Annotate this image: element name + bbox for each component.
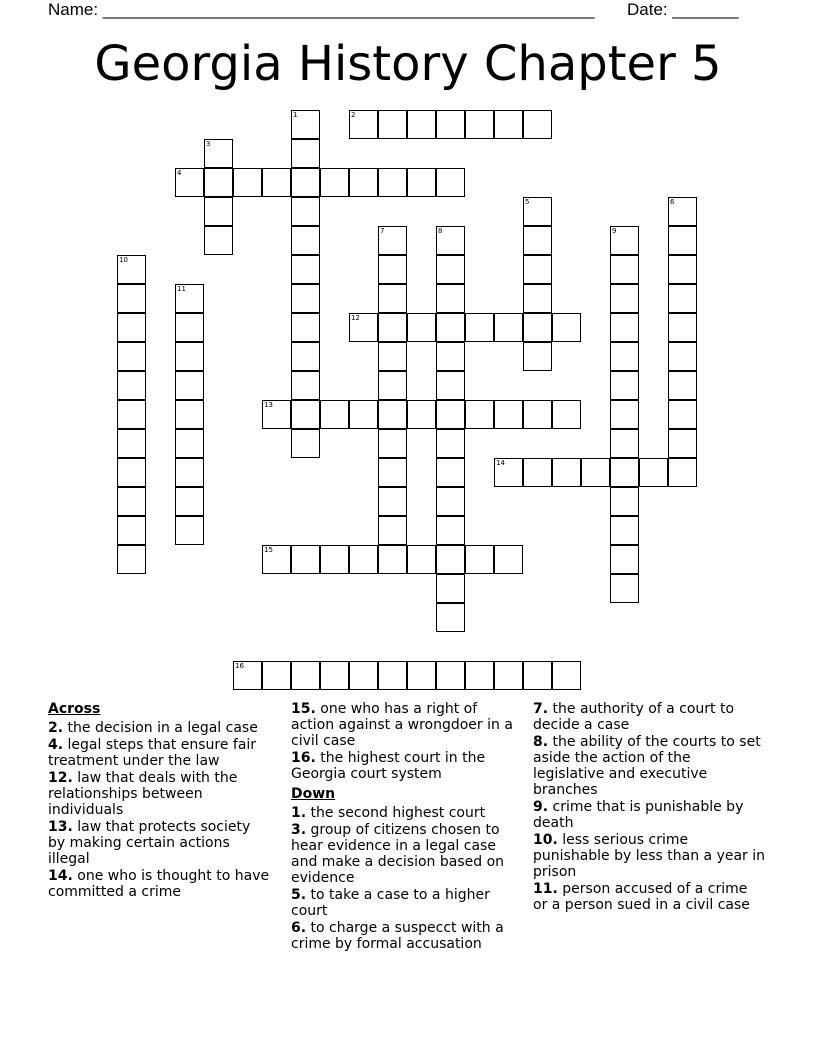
grid-cell[interactable] (494, 313, 523, 342)
grid-cell[interactable] (175, 284, 204, 313)
grid-cell[interactable] (291, 197, 320, 226)
clue-across-2: 2. the decision in a legal case (48, 720, 258, 736)
grid-cell[interactable] (407, 400, 436, 429)
clue-down-11: 11. person accused of a crime or a person sued in a civil case (533, 881, 750, 913)
grid-cell[interactable] (407, 110, 436, 139)
grid-cell[interactable] (175, 516, 204, 545)
clue-down-6: 6. to charge a suspecct with a crime by formal accusation (291, 920, 504, 952)
grid-cell[interactable] (204, 197, 233, 226)
grid-cell[interactable] (175, 342, 204, 371)
grid-cell[interactable] (320, 168, 349, 197)
grid-cell[interactable] (465, 313, 494, 342)
clue-down-8: 8. the ability of the courts to set aside the action of the legislative and executive branches (533, 734, 761, 798)
grid-cell[interactable] (436, 429, 465, 458)
grid-cell[interactable] (378, 458, 407, 487)
grid-cell[interactable] (639, 458, 668, 487)
cell-number: 5 (525, 198, 530, 206)
cell-number: 3 (206, 140, 211, 148)
cell-number: 13 (264, 401, 273, 409)
clue-across-4: 4. legal steps that ensure fair treatment under the law (48, 737, 257, 769)
grid-cell[interactable] (610, 458, 639, 487)
grid-cell[interactable] (610, 516, 639, 545)
grid-cell[interactable] (378, 371, 407, 400)
grid-cell[interactable] (262, 168, 291, 197)
grid-cell[interactable] (175, 168, 204, 197)
grid-cell[interactable] (436, 574, 465, 603)
grid-cell[interactable] (436, 255, 465, 284)
grid-cell[interactable] (552, 400, 581, 429)
grid-cell[interactable] (465, 661, 494, 690)
grid-cell[interactable] (117, 487, 146, 516)
clue-across-16: 16. the highest court in the Georgia court system (291, 750, 486, 782)
grid-cell[interactable] (262, 400, 291, 429)
grid-cell[interactable] (668, 429, 697, 458)
grid-cell[interactable] (436, 545, 465, 574)
grid-cell[interactable] (436, 516, 465, 545)
grid-cell[interactable] (378, 284, 407, 313)
grid-cell[interactable] (436, 603, 465, 632)
grid-cell[interactable] (436, 226, 465, 255)
clue-across-13: 13. law that protects society by making certain actions illegal (48, 819, 251, 867)
grid-cell[interactable] (349, 400, 378, 429)
clue-down-3: 3. group of citizens chosen to hear evidence in a legal case and make a decision based on evidence (291, 822, 505, 886)
grid-cell[interactable] (291, 371, 320, 400)
cell-number: 2 (351, 111, 356, 119)
grid-cell[interactable] (436, 371, 465, 400)
clue-down-1: 1. the second highest court (291, 805, 486, 821)
cell-number: 8 (438, 227, 443, 235)
grid-cell[interactable] (436, 458, 465, 487)
grid-cell[interactable] (436, 661, 465, 690)
grid-cell[interactable] (436, 110, 465, 139)
grid-cell[interactable] (610, 574, 639, 603)
grid-cell[interactable] (668, 197, 697, 226)
cell-number: 9 (612, 227, 617, 235)
grid-cell[interactable] (523, 255, 552, 284)
grid-cell[interactable] (117, 400, 146, 429)
grid-cell[interactable] (668, 284, 697, 313)
grid-cell[interactable] (494, 458, 523, 487)
grid-cell[interactable] (291, 255, 320, 284)
grid-cell[interactable] (610, 226, 639, 255)
grid-cell[interactable] (378, 226, 407, 255)
grid-cell[interactable] (523, 110, 552, 139)
grid-cell[interactable] (523, 226, 552, 255)
grid-cell[interactable] (494, 400, 523, 429)
grid-cell[interactable] (465, 400, 494, 429)
grid-cell[interactable] (436, 168, 465, 197)
grid-cell[interactable] (668, 458, 697, 487)
grid-cell[interactable] (291, 226, 320, 255)
clue-down-5: 5. to take a case to a higher court (291, 887, 490, 919)
cell-number: 15 (264, 546, 273, 554)
grid-cell[interactable] (668, 313, 697, 342)
grid-cell[interactable] (117, 429, 146, 458)
grid-cell[interactable] (668, 255, 697, 284)
grid-cell[interactable] (581, 458, 610, 487)
grid-cell[interactable] (668, 371, 697, 400)
grid-cell[interactable] (610, 429, 639, 458)
grid-cell[interactable] (552, 458, 581, 487)
grid-cell[interactable] (668, 400, 697, 429)
grid-cell[interactable] (349, 313, 378, 342)
grid-cell[interactable] (523, 661, 552, 690)
grid-cell[interactable] (349, 661, 378, 690)
grid-cell[interactable] (117, 313, 146, 342)
grid-cell[interactable] (523, 284, 552, 313)
grid-cell[interactable] (204, 139, 233, 168)
grid-cell[interactable] (378, 342, 407, 371)
grid-cell[interactable] (523, 197, 552, 226)
grid-cell[interactable] (117, 545, 146, 574)
grid-cell[interactable] (175, 400, 204, 429)
grid-cell[interactable] (552, 661, 581, 690)
grid-cell[interactable] (204, 168, 233, 197)
grid-cell[interactable] (523, 400, 552, 429)
cell-number: 7 (380, 227, 385, 235)
name-field[interactable]: Name: ____________________________________________________ (48, 0, 595, 19)
grid-cell[interactable] (378, 400, 407, 429)
grid-cell[interactable] (262, 661, 291, 690)
grid-cell[interactable] (668, 226, 697, 255)
clue-column-3 (533, 701, 765, 914)
grid-cell[interactable] (291, 110, 320, 139)
grid-cell[interactable] (668, 342, 697, 371)
grid-cell[interactable] (610, 545, 639, 574)
grid-cell[interactable] (117, 284, 146, 313)
grid-cell[interactable] (436, 487, 465, 516)
page-title: Georgia History Chapter 5 (94, 36, 722, 92)
grid-cell[interactable] (407, 661, 436, 690)
grid-cell[interactable] (291, 545, 320, 574)
grid-cell[interactable] (117, 342, 146, 371)
grid-cell[interactable] (378, 545, 407, 574)
grid-cell[interactable] (436, 284, 465, 313)
grid-cell[interactable] (320, 661, 349, 690)
grid-cell[interactable] (610, 371, 639, 400)
grid-cell[interactable] (523, 458, 552, 487)
grid-cell[interactable] (378, 487, 407, 516)
grid-cell[interactable] (233, 661, 262, 690)
grid-cell[interactable] (349, 545, 378, 574)
grid-cell[interactable] (523, 342, 552, 371)
grid-cell[interactable] (378, 429, 407, 458)
grid-cell[interactable] (291, 429, 320, 458)
grid-cell[interactable] (175, 487, 204, 516)
grid-cell[interactable] (291, 342, 320, 371)
grid-cell[interactable] (465, 110, 494, 139)
clue-down-7: 7. the authority of a court to decide a case (533, 701, 735, 733)
cell-number: 10 (119, 256, 128, 264)
grid-cell[interactable] (175, 429, 204, 458)
grid-cell[interactable] (552, 313, 581, 342)
grid-cell[interactable] (117, 255, 146, 284)
grid-cell[interactable] (117, 458, 146, 487)
grid-cell[interactable] (291, 139, 320, 168)
grid-cell[interactable] (378, 255, 407, 284)
grid-cell[interactable] (407, 313, 436, 342)
down-heading: Down (291, 786, 336, 802)
grid-cell[interactable] (175, 458, 204, 487)
across-heading: Across (48, 701, 101, 717)
grid-cell[interactable] (436, 342, 465, 371)
grid-cell[interactable] (291, 284, 320, 313)
grid-cell[interactable] (378, 168, 407, 197)
grid-cell[interactable] (262, 545, 291, 574)
grid-cell[interactable] (407, 168, 436, 197)
grid-cell[interactable] (523, 313, 552, 342)
grid-cell[interactable] (494, 545, 523, 574)
grid-cell[interactable] (291, 661, 320, 690)
clue-across-14: 14. one who is thought to have committed a crime (48, 868, 270, 900)
grid-cell[interactable] (494, 661, 523, 690)
grid-cell[interactable] (610, 284, 639, 313)
grid-cell[interactable] (465, 545, 494, 574)
grid-cell[interactable] (175, 371, 204, 400)
grid-cell[interactable] (117, 516, 146, 545)
grid-cell[interactable] (378, 110, 407, 139)
grid-cell[interactable] (378, 661, 407, 690)
grid-cell[interactable] (233, 168, 262, 197)
cell-number: 6 (670, 198, 675, 206)
grid-cell[interactable] (610, 255, 639, 284)
grid-cell[interactable] (494, 110, 523, 139)
grid-cell[interactable] (378, 516, 407, 545)
clue-down-10: 10. less serious crime punishable by less than a year in prison (533, 832, 766, 880)
cell-number: 1 (293, 111, 298, 119)
grid-cell[interactable] (291, 313, 320, 342)
grid-cell[interactable] (378, 313, 407, 342)
grid-cell[interactable] (320, 400, 349, 429)
grid-cell[interactable] (320, 545, 349, 574)
grid-cell[interactable] (610, 342, 639, 371)
grid-cell[interactable] (436, 313, 465, 342)
grid-cell[interactable] (436, 400, 465, 429)
date-field[interactable]: Date: _______ (627, 0, 739, 19)
grid-cell[interactable] (349, 110, 378, 139)
clue-down-9: 9. crime that is punishable by death (533, 799, 744, 831)
grid-cell[interactable] (117, 371, 146, 400)
grid-cell[interactable] (204, 226, 233, 255)
cell-number: 12 (351, 314, 360, 322)
clue-across-15: 15. one who has a right of action against a wrongdoer in a civil case (291, 701, 513, 749)
clue-across-12: 12. law that deals with the relationships between individuals (48, 770, 238, 818)
cell-number: 14 (496, 459, 505, 467)
clue-column-2 (291, 701, 523, 953)
clue-column-1 (48, 701, 270, 901)
cell-number: 16 (235, 662, 244, 670)
grid-cell[interactable] (175, 313, 204, 342)
grid-cell[interactable] (407, 545, 436, 574)
grid-cell[interactable] (610, 400, 639, 429)
grid-cell[interactable] (610, 313, 639, 342)
grid-cell[interactable] (610, 487, 639, 516)
cell-number: 11 (177, 285, 186, 293)
cell-number: 4 (177, 169, 182, 177)
grid-cell[interactable] (349, 168, 378, 197)
grid-cell[interactable] (291, 168, 320, 197)
grid-cell[interactable] (291, 400, 320, 429)
